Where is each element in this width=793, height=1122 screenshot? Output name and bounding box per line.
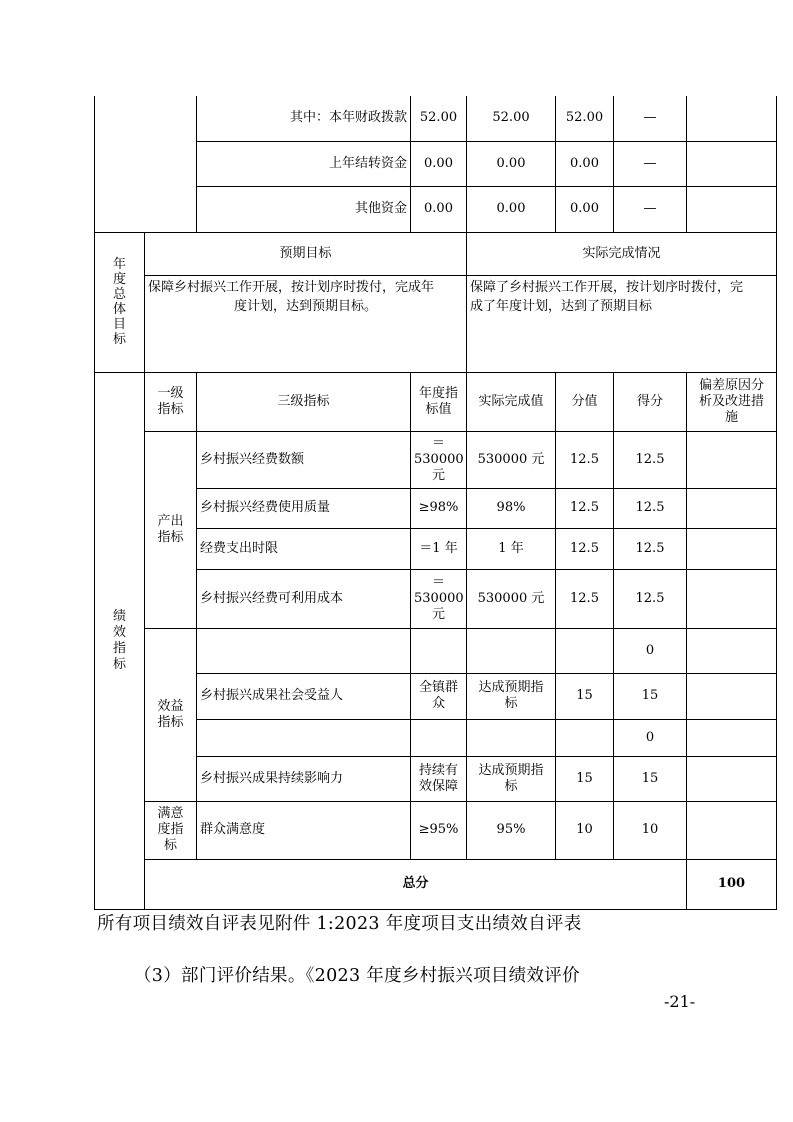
empty-cell bbox=[556, 719, 614, 756]
empty-cell bbox=[687, 186, 777, 232]
funds-value: 0.00 bbox=[467, 186, 556, 232]
level3-header: 三级指标 bbox=[197, 372, 411, 431]
indicator-name: 群众满意度 bbox=[197, 801, 411, 859]
table-row bbox=[95, 528, 777, 569]
indicator-name: 经费支出时限 bbox=[197, 528, 411, 569]
indicator-value: 15 bbox=[556, 673, 614, 719]
indicator-actual: 530000 元 bbox=[467, 431, 556, 488]
empty-cell bbox=[467, 628, 556, 673]
indicator-name: 乡村振兴经费使用质量 bbox=[197, 488, 411, 528]
funds-dash: — bbox=[614, 141, 687, 186]
indicator-score: 15 bbox=[614, 756, 687, 801]
attachment-note: 所有项目绩效自评表见附件 1:2023 年度项目支出绩效自评表 bbox=[97, 914, 582, 934]
satisfaction-indicator-label: 满意 度指 标 bbox=[145, 801, 197, 859]
indicator-value: 12.5 bbox=[556, 569, 614, 628]
indicator-header-row bbox=[95, 372, 777, 431]
actual-completion-text: 保障了乡村振兴工作开展，按计划序时拨付，完 成了年度计划，达到了预期目标 bbox=[467, 275, 777, 372]
funds-row bbox=[95, 96, 777, 141]
empty-cell bbox=[687, 673, 777, 719]
empty-cell bbox=[687, 141, 777, 186]
funds-value: 0.00 bbox=[556, 141, 614, 186]
page-number: -21- bbox=[664, 992, 696, 1011]
empty-cell bbox=[687, 756, 777, 801]
indicator-value: 15 bbox=[556, 756, 614, 801]
table-row bbox=[95, 488, 777, 528]
indicator-name: 乡村振兴成果持续影响力 bbox=[197, 756, 411, 801]
indicator-value: 10 bbox=[556, 801, 614, 859]
score-value-header: 分值 bbox=[556, 372, 614, 431]
table-row bbox=[95, 628, 777, 673]
indicator-score: 0 bbox=[614, 719, 687, 756]
indicator-name: 乡村振兴经费数额 bbox=[197, 431, 411, 488]
empty-cell bbox=[556, 628, 614, 673]
empty-cell bbox=[687, 569, 777, 628]
indicator-target: ≥95% bbox=[411, 801, 467, 859]
funds-row bbox=[95, 186, 777, 232]
performance-self-evaluation-table bbox=[94, 96, 777, 910]
output-indicator-label: 产出 指标 bbox=[145, 431, 197, 628]
indicator-name: 乡村振兴经费可利用成本 bbox=[197, 569, 411, 628]
indicator-name: 乡村振兴成果社会受益人 bbox=[197, 673, 411, 719]
annual-goal-header-row bbox=[95, 232, 777, 275]
evaluation-result-paragraph: （3）部门评价结果。《2023 年度乡村振兴项目绩效评价 bbox=[134, 966, 580, 986]
indicator-score: 10 bbox=[614, 801, 687, 859]
empty-cell bbox=[687, 628, 777, 673]
indicator-actual: 530000 元 bbox=[467, 569, 556, 628]
table-row bbox=[95, 756, 777, 801]
empty-cell bbox=[687, 528, 777, 569]
annual-goal-section-label: 年度总体目标 bbox=[95, 232, 145, 372]
indicator-target: ＝1 年 bbox=[411, 528, 467, 569]
empty-cell bbox=[411, 628, 467, 673]
actual-header: 实际完成值 bbox=[467, 372, 556, 431]
funds-value: 52.00 bbox=[467, 96, 556, 141]
indicator-target: ＝ 530000 元 bbox=[411, 431, 467, 488]
indicator-score: 12.5 bbox=[614, 431, 687, 488]
deviation-header: 偏差原因分 析及改进措 施 bbox=[687, 372, 777, 431]
expected-goal-text: 保障乡村振兴工作开展，按计划序时拨付，完成年 度计划，达到预期目标。 bbox=[145, 275, 467, 372]
empty-cell bbox=[687, 801, 777, 859]
funds-blank-cell bbox=[95, 96, 197, 232]
score-header: 得分 bbox=[614, 372, 687, 431]
empty-cell bbox=[197, 628, 411, 673]
funds-value: 0.00 bbox=[411, 141, 467, 186]
indicator-score: 15 bbox=[614, 673, 687, 719]
funds-dash: — bbox=[614, 96, 687, 141]
funds-value: 52.00 bbox=[556, 96, 614, 141]
benefit-indicator-label: 效益 指标 bbox=[145, 628, 197, 801]
indicator-target: ≥98% bbox=[411, 488, 467, 528]
indicator-actual: 1 年 bbox=[467, 528, 556, 569]
indicator-score: 0 bbox=[614, 628, 687, 673]
empty-cell bbox=[467, 719, 556, 756]
table-row bbox=[95, 719, 777, 756]
indicator-actual: 达成预期指 标 bbox=[467, 673, 556, 719]
empty-cell bbox=[687, 488, 777, 528]
indicator-value: 12.5 bbox=[556, 488, 614, 528]
table-row bbox=[95, 569, 777, 628]
indicator-score: 12.5 bbox=[614, 528, 687, 569]
empty-cell bbox=[687, 719, 777, 756]
indicator-target: ＝ 530000 元 bbox=[411, 569, 467, 628]
level1-header: 一级指标 bbox=[145, 372, 197, 431]
annual-goal-content-row bbox=[95, 275, 777, 372]
total-value: 100 bbox=[687, 859, 777, 909]
table-row bbox=[95, 431, 777, 488]
indicator-actual: 95% bbox=[467, 801, 556, 859]
total-row bbox=[95, 859, 777, 909]
empty-cell bbox=[197, 719, 411, 756]
indicator-value: 12.5 bbox=[556, 528, 614, 569]
performance-section-label: 绩效指标 bbox=[95, 372, 145, 909]
indicator-target: 持续有 效保障 bbox=[411, 756, 467, 801]
indicator-score: 12.5 bbox=[614, 569, 687, 628]
funds-dash: — bbox=[614, 186, 687, 232]
actual-completion-header: 实际完成情况 bbox=[467, 232, 777, 275]
empty-cell bbox=[411, 719, 467, 756]
funds-label: 其他资金 bbox=[197, 186, 411, 232]
funds-row bbox=[95, 141, 777, 186]
empty-cell bbox=[687, 96, 777, 141]
indicator-actual: 98% bbox=[467, 488, 556, 528]
funds-value: 0.00 bbox=[467, 141, 556, 186]
indicator-actual: 达成预期指 标 bbox=[467, 756, 556, 801]
total-label: 总分 bbox=[145, 859, 687, 909]
empty-cell bbox=[687, 431, 777, 488]
table-row bbox=[95, 673, 777, 719]
indicator-score: 12.5 bbox=[614, 488, 687, 528]
funds-label: 上年结转资金 bbox=[197, 141, 411, 186]
funds-label: 其中：本年财政拨款 bbox=[197, 96, 411, 141]
indicator-value: 12.5 bbox=[556, 431, 614, 488]
funds-value: 0.00 bbox=[556, 186, 614, 232]
target-header: 年度指 标值 bbox=[411, 372, 467, 431]
funds-value: 52.00 bbox=[411, 96, 467, 141]
funds-value: 0.00 bbox=[411, 186, 467, 232]
table-row bbox=[95, 801, 777, 859]
expected-goal-header: 预期目标 bbox=[145, 232, 467, 275]
indicator-target: 全镇群 众 bbox=[411, 673, 467, 719]
